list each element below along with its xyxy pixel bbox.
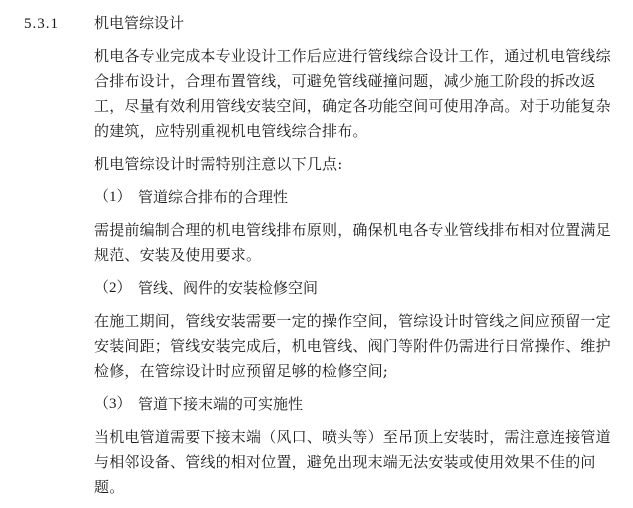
item-2-title: 管线、阀件的安装检修空间 [138,279,319,297]
item-3-heading [94,392,614,417]
section-title: 机电管综设计 [94,14,185,32]
intro-paragraph: 机电各专业完成本专业设计工作后应进行管线综合设计工作，通过机电管线综合排布设计，合理布置管线，可避免管线碰撞问题，减少施工阶段的拆改返工，尽量有效利用管线安装空间，确定各功能空间可使用净高。对于功能复杂的建筑，应特别重视机电管线综合排布。 [94,47,611,140]
section-heading [24,11,609,36]
item-2-heading [94,276,614,301]
item-3-paragraph: 当机电管道需要下接末端（风口、喷头等）至吊顶上安装时，需注意连接管道与相邻设备、管线的相对位置，避免出现末端无法安装或使用效果不佳的问题。 [94,428,611,496]
item-2-number: （2） [94,280,132,296]
item-1-heading [94,185,614,210]
section-number: 5.3.1 [24,16,59,32]
item-1-number: （1） [94,189,132,205]
section-body [94,44,614,500]
lead-paragraph: 机电管综设计时需特别注意以下几点: [94,155,343,173]
item-3-number: （3） [94,396,132,412]
item-1-title: 管道综合排布的合理性 [138,188,289,206]
item-2-paragraph: 在施工期间，管线安装需要一定的操作空间，管综设计时管线之间应预留一定安装间距；管线安装完成后，机电管线、阀门等附件仍需进行日常操作、维护检修，在管综设计时应预留足够的检修空间; [94,312,611,380]
item-3-title: 管道下接末端的可实施性 [138,395,304,413]
item-1-paragraph: 需提前编制合理的机电管线排布原则，确保机电各专业管线排布相对位置满足规范、安装及使用要求。 [94,221,611,264]
